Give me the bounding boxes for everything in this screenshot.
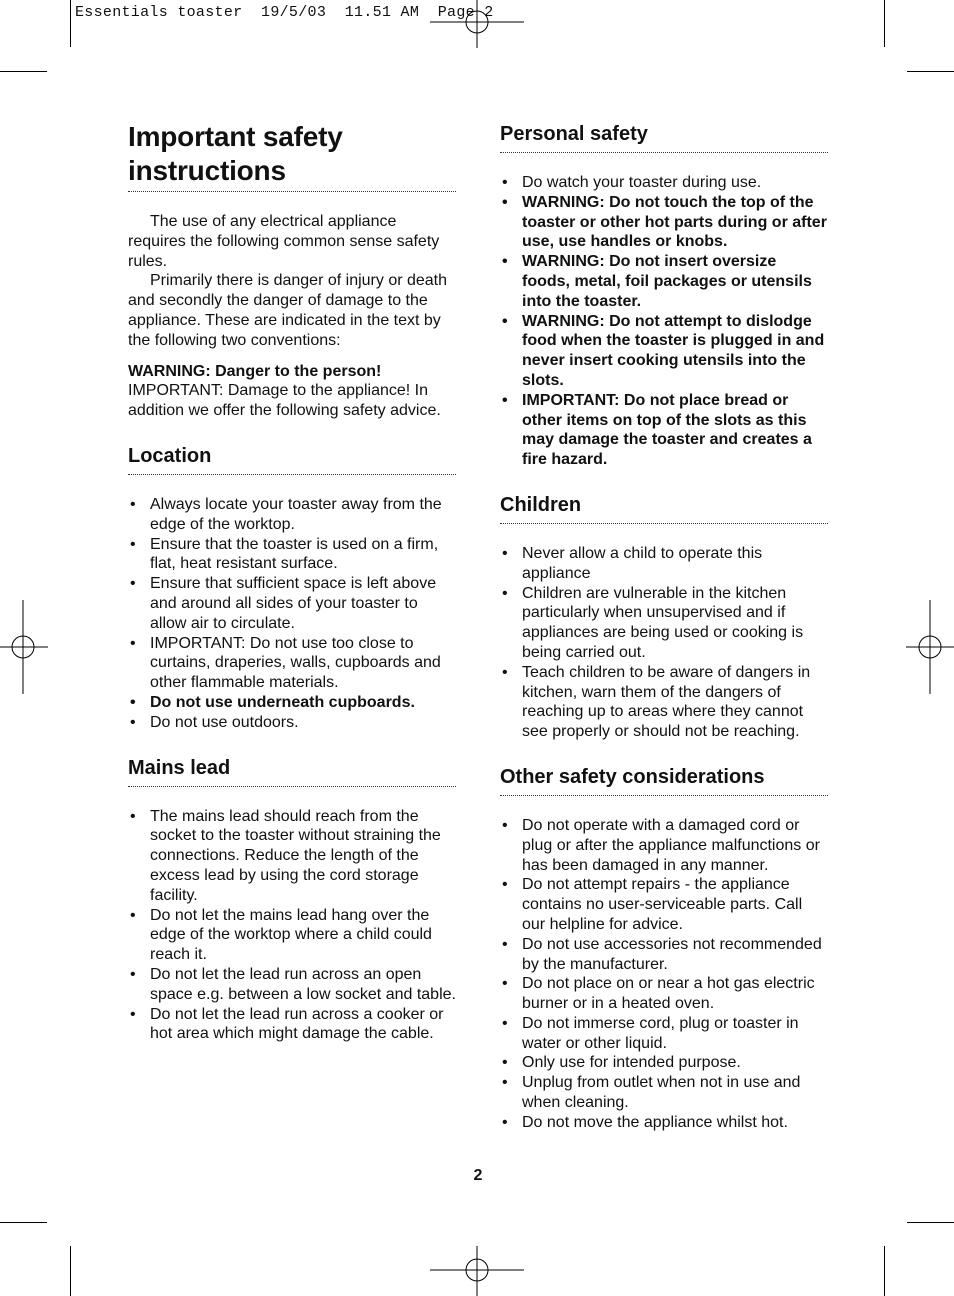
list-item: • IMPORTANT: Do not place bread or other items on top of the slots as this may damage the toaster and creates a fire hazard. [500,391,828,470]
dotted-divider [128,474,456,475]
other-safety-list [500,816,828,1133]
warning-convention: WARNING: Danger to the person! [128,362,382,380]
list-item: • Unplug from outlet when not in use and when cleaning. [500,1073,828,1113]
registration-mark-icon [0,600,48,694]
list-item: • Never allow a child to operate this appliance [500,544,828,584]
intro-paragraph: The use of any electrical appliance requires the following common sense safety rules. [128,213,440,270]
list-item: • Do not place on or near a hot gas electric burner or in a heated oven. [500,974,828,1014]
section-heading: Location [128,444,212,467]
list-item: • Ensure that sufficient space is left above and around all sides of your toaster to allow air to circulate. [128,574,456,633]
page-number: 2 [473,1167,483,1184]
personal-safety-list [500,173,828,470]
section-heading: Other safety considerations [500,765,765,788]
registration-mark-icon [430,1246,524,1296]
children-section [500,493,828,742]
list-item: • Do watch your toaster during use. [500,173,828,193]
list-item: • Ensure that the toaster is used on a firm, flat, heat resistant surface. [128,535,456,575]
page-title: Important safety instructions [128,121,343,186]
right-column [500,122,828,1133]
list-item: • Do not let the lead run across a cooker or hot area which might damage the cable. [128,1005,456,1045]
list-item: • WARNING: Do not attempt to dislodge food when the toaster is plugged in and never insert cooking utensils into the slots. [500,312,828,391]
location-section [128,444,456,733]
crop-mark [907,71,954,72]
section-heading: Children [500,493,582,516]
list-item: • The mains lead should reach from the socket to the toaster without straining the connections. Reduce the length of the excess lead by using the cord storage facility. [128,807,456,906]
list-item: • Do not use outdoors. [128,713,456,733]
other-safety-section [500,765,828,1133]
intro-paragraph: Primarily there is danger of injury or death and secondly the danger of damage to the appliance. These are indicated in the text by the following two conventions: [128,272,448,349]
list-item: • Do not operate with a damaged cord or plug or after the appliance malfunctions or has been damaged in any manner. [500,816,828,875]
mains-lead-list [128,807,456,1045]
left-column [128,120,456,1044]
list-item: • WARNING: Do not insert oversize foods, metal, foil packages or utensils into the toaster. [500,252,828,311]
list-item: • IMPORTANT: Do not use too close to curtains, draperies, walls, cupboards and other flammable materials. [128,634,456,693]
list-item: • Only use for intended purpose. [500,1053,828,1073]
children-list [500,544,828,742]
mains-lead-section [128,756,456,1045]
list-item: • Do not use accessories not recommended by the manufacturer. [500,935,828,975]
list-item: • Children are vulnerable in the kitchen particularly when unsupervised and if appliances are being used or cooking is being carried out. [500,584,828,663]
registration-mark-icon [430,0,524,48]
crop-mark [907,1222,954,1223]
crop-mark [0,71,47,72]
print-slug: Essentials toaster 19/5/03 11.51 AM Page 2 [75,4,494,21]
list-item: • Do not attempt repairs - the appliance contains no user-serviceable parts. Call our helpline for advice. [500,875,828,934]
crop-mark [70,0,71,47]
list-item: • Do not let the lead run across an open space e.g. between a low socket and table. [128,965,456,1005]
dotted-divider [500,795,828,796]
personal-safety-section [500,122,828,470]
dotted-divider [128,786,456,787]
section-heading: Personal safety [500,123,648,145]
section-heading: Mains lead [128,756,231,779]
intro-section [128,120,456,421]
crop-mark [70,1246,71,1296]
dotted-divider [128,191,456,192]
crop-mark [884,0,885,47]
list-item: • Do not let the mains lead hang over the edge of the worktop where a child could reach it. [128,906,456,965]
crop-mark [884,1246,885,1296]
list-item: • WARNING: Do not touch the top of the toaster or other hot parts during or after use, use handles or knobs. [500,193,828,252]
location-list [128,495,456,733]
crop-mark [0,1222,47,1223]
registration-mark-icon [906,600,954,694]
list-item: • Teach children to be aware of dangers in kitchen, warn them of the dangers of reaching up to areas where they cannot see properly or should not be reaching. [500,663,828,742]
list-item: • Do not immerse cord, plug or toaster in water or other liquid. [500,1014,828,1054]
dotted-divider [500,152,828,153]
important-convention: IMPORTANT: Damage to the appliance! In addition we offer the following safety advice. [128,382,441,420]
list-item: • Do not use underneath cupboards. [128,693,456,713]
list-item: • Do not move the appliance whilst hot. [500,1113,828,1133]
list-item: • Always locate your toaster away from the edge of the worktop. [128,495,456,535]
dotted-divider [500,523,828,524]
